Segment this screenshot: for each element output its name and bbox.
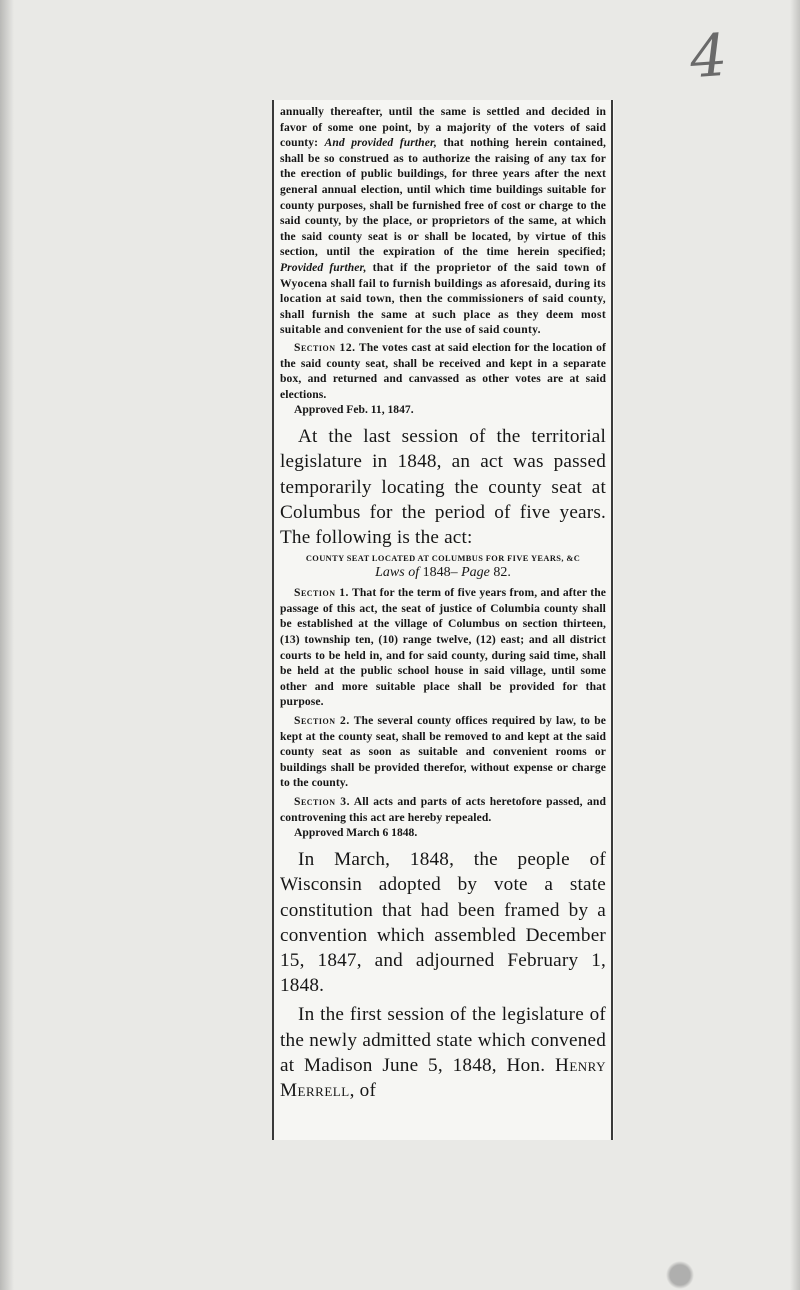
paper-fold-mark: [660, 1245, 700, 1290]
article-column: [280, 104, 606, 1103]
act-continuation-paragraph: annually thereafter, until the same is settled and decided in favor of some one point, by a majority of the voters of said county: And provided further, that nothing herein contained, shall be so construed as to authorize the raising of any tax for the erection of public buildings, for three years after the next general annual election, until which time buildings suitable for county purposes, shall be furnished free of cost or charge to the said county, by the place, or proprietors of the same, at which the said county seat is or shall be located, by virtue of this section, until the expiration of the time herein specified; Provided further, that if the proprietor of the said town of Wyocena shall fail to furnish buildings as aforesaid, during its location at said town, then the commissioners of said county, shall furnish the same at such place as they deem most suitable and convenient for the use of said county.: [280, 105, 607, 337]
section-3-paragraph: Section 3. All acts and parts of acts heretofore passed, and controvening this act are hereby repealed.: [280, 795, 606, 824]
section-12-paragraph: Section 12. The votes cast at said election for the location of the said county seat, shall be received and kept in a separate box, and returned and canvassed as other votes are at said elections.: [280, 340, 606, 401]
column-rule-left: [272, 100, 274, 1140]
approval-date-1848: Approved March 6 1848.: [294, 826, 418, 840]
narrative-paragraph-first-session: In the first session of the legislature of the newly admitted state which convened at Madison June 5, 1848, Hon. Henry Merrell, of: [280, 1004, 606, 1102]
handwritten-page-number: 4: [687, 20, 730, 92]
narrative-paragraph-constitution: In March, 1848, the people of Wisconsin adopted by vote a state constitution that had been framed by a convention which assembled December 15, 1847, and adjourned February 1, 1848.: [280, 849, 606, 997]
section-2-paragraph: Section 2. The several county offices required by law, to be kept at the county seat, shall be removed to and kept at the said county seat as soon as suitable and convenient rooms or buildings shall be provided therefor, without expense or charge to the county.: [280, 714, 607, 790]
narrative-paragraph-1848-session: At the last session of the territorial legislature in 1848, an act was passed temporarily locating the county seat at Columbus for the period of five years. The following is the act:: [280, 426, 606, 549]
page-edge-right: [790, 0, 800, 1290]
approval-date-1847: Approved Feb. 11, 1847.: [294, 403, 414, 417]
page-edge-left: [0, 0, 14, 1290]
laws-citation: Laws of 1848– Page 82.: [375, 565, 511, 581]
section-1-paragraph: Section 1. That for the term of five years from, and after the passage of this act, the seat of justice of Columbia county shall be established at the village of Columbus on section thirteen, (13) township ten, (10) range twelve, (12) east; and all district courts to be held in, and for said county, during said time, shall be held at the public school house in said village, until some other and more suitable place shall be provided for that purpose.: [280, 586, 606, 709]
column-rule-right: [611, 100, 613, 1140]
act-heading: COUNTY SEAT LOCATED AT COLUMBUS FOR FIVE YEARS, &C: [305, 554, 581, 564]
